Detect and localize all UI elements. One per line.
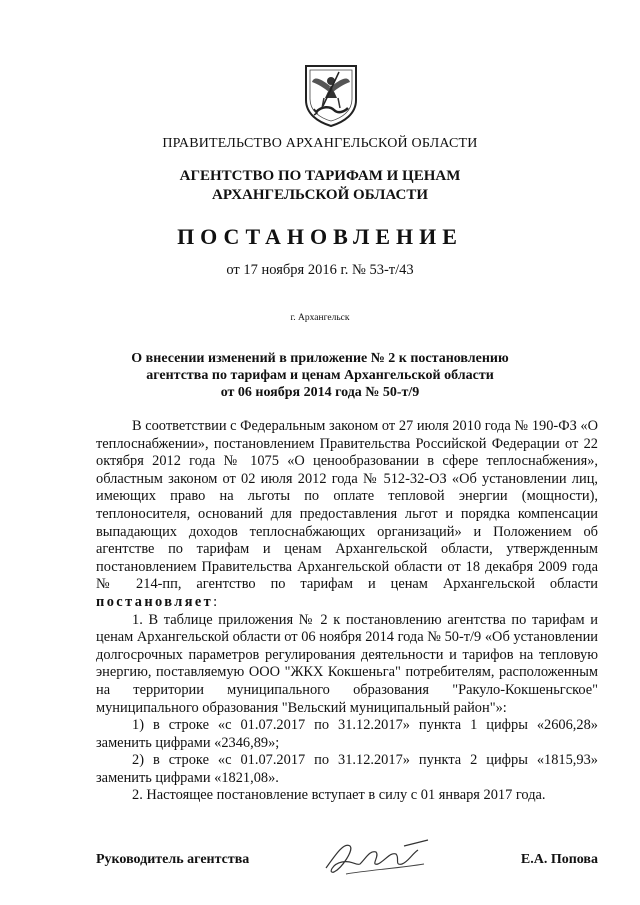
signatory-position: Руководитель агентства [96,852,250,867]
document-city: г. Архангельск [290,313,350,323]
coat-of-arms-icon [300,62,362,128]
document-subject [0,350,640,401]
agency-name [0,167,640,205]
document-date-number: от 17 ноября 2016 г. № 53-т/43 [226,262,414,278]
subject-line2: агентства по тарифам и ценам Архангельской области [146,368,494,383]
government-name: ПРАВИТЕЛЬСТВО АРХАНГЕЛЬСКОЙ ОБЛАСТИ [162,136,478,151]
signature-block [96,852,598,876]
item-1-subitem-1: 1) в строке «с 01.07.2017 по 31.12.2017» пункта 1 цифры «2606,28» заменить цифрами «2346,89»; [96,717,598,751]
subject-line1: О внесении изменений в приложение № 2 к постановлению [131,351,509,366]
item-2: 2. Настоящее постановление вступает в силу с 01 января 2017 года. [132,787,546,804]
item-1-subitem-2: 2) в строке «с 01.07.2017 по 31.12.2017» пункта 2 цифры «1815,93» заменить цифрами «1821,08». [96,752,598,786]
document-body [96,418,598,805]
handwritten-signature-icon [320,834,432,878]
subject-line3: от 06 ноября 2014 года № 50-т/9 [220,385,420,400]
agency-name-line1: АГЕНТСТВО ПО ТАРИФАМ И ЦЕНАМ [179,168,461,184]
item-1: 1. В таблице приложения № 2 к постановлению агентства по тарифам и ценам Архангельской области от 06 ноября 2014 года № 50-т/9 «Об установлении долгосрочных параметров регулирования деятельности и тарифов на тепловую энергию, поставляемую ООО "ЖКХ Кокшеньга" потребителям, расположенным на территории муниципального образования "Ракуло-Кокшеньгское" муниципального образования "Вельский муниципальный район"»: [96,611,598,716]
agency-name-line2: АРХАНГЕЛЬСКОЙ ОБЛАСТИ [212,187,428,203]
document-type-title: ПОСТАНОВЛЕНИЕ [177,224,463,249]
signatory-name: Е.А. Попова [520,852,598,867]
resolves-word: постановляет [96,593,214,610]
preamble-text: В соответствии с Федеральным законом от 27 июля 2010 года № 190-ФЗ «О теплоснабжении», постановлением Правительства Российской Федерации от 22 октября 2012 года № 1075 «О ценообразовании в сфере теплоснабжения», областным законом от 02 июля 2012 года № 512-32-ОЗ «Об установлении лиц, имеющих право на льготы по оплате тепловой энергии (мощности), теплоносителя, оснований для предоставления льгот и порядка компенсации выпадающих доходов теплоснабжающих организаций» и Положением об агентстве по тарифам и ценам Архангельской области, утвержденным постановлением Правительства Архангельской области от 18 декабря 2009 года № 214-пп, агентство по тарифам и ценам Архангельской области [96,418,598,593]
preamble-paragraph: В соответствии с Федеральным законом от 27 июля 2010 года № 190-ФЗ «О теплоснабжении», постановлением Правительства Российской Федерации от 22 октября 2012 года № 1075 «О ценообразовании в сфере теплоснабжения», областным законом от 02 июля 2012 года № 512-32-ОЗ «Об установлении лиц, имеющих право на льготы по оплате тепловой энергии (мощности), теплоносителя, оснований для предоставления льгот и порядка компенсации выпадающих доходов теплоснабжающих организаций» и Положением об агентстве по тарифам и ценам Архангельской области, утвержденным постановлением Правительства Архангельской области от 18 декабря 2009 года № 214-пп, агентство по тарифам и ценам Архангельской области постановляет: [96,418,598,610]
